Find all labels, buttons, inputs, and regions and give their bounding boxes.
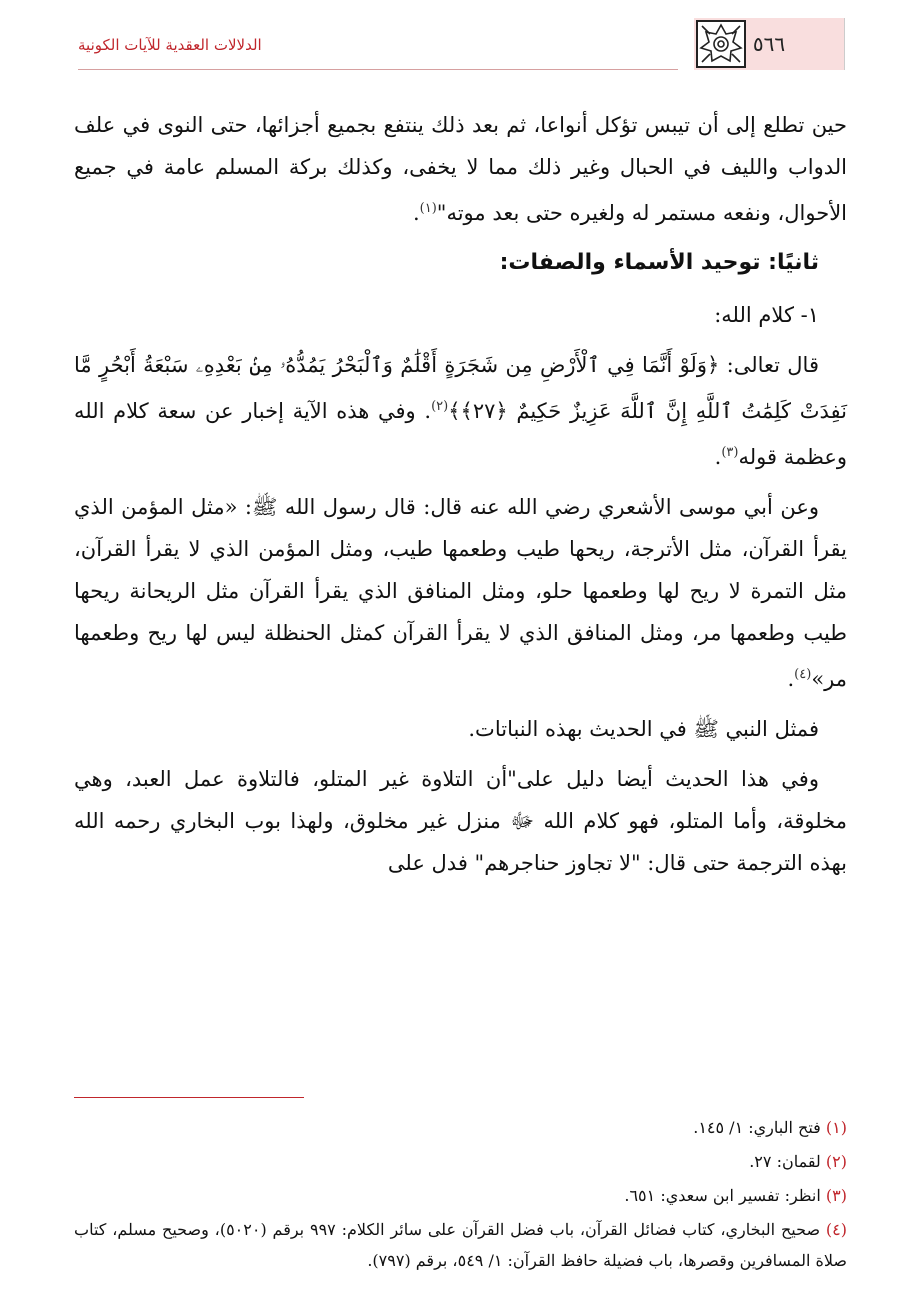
subheading-kalam-allah: ١- كلام الله: [714,303,819,327]
paragraph-2-after: . وفي هذه الآية إخبار عن سعة كلام الله وعظمة قوله [74,399,847,469]
paragraph-1 [74,104,847,234]
paragraph-1-text: حين تطلع إلى أن تيبس تؤكل أنواعا، ثم بعد ذلك ينتفع بجميع أجزائها، حتى النوى في علف الدواب والليف في الحبال وغير ذلك مما لا يخفى، وكذلك بركة المسلم عامة في جميع الأحوال، ونفعه مستمر له ولغيره حتى بعد موته" [74,113,847,225]
footnote-number: (٢) [825,1152,847,1171]
footnote-item [74,1180,847,1211]
footnote-number: (٤) [825,1220,847,1239]
footnote-text: صحيح البخاري، كتاب فضائل القرآن، باب فضل القرآن على سائر الكلام: ٩٩٧ برقم (٥٠٢٠)، وصحيح مسلم، كتاب صلاة المسافرين وقصرها، باب فضيلة حافظ القرآن: ١/ ٥٤٩، برقم (٧٩٧). [74,1220,847,1270]
page-header [0,0,921,78]
footnote-text: انظر: تفسير ابن سعدي: ٦٥١. [624,1186,821,1205]
footnote-item [74,1146,847,1177]
header-divider [78,69,678,70]
star-ornament-icon [696,20,746,68]
footnote-ref-4[interactable]: (٤) [794,667,812,682]
footnote-divider [74,1097,304,1098]
footnote-text: لقمان: ٢٧. [749,1152,821,1171]
footnote-ref-3[interactable]: (٣) [721,445,739,460]
page-number: ٥٦٦ [752,32,786,56]
hadith-text: وعن أبي موسى الأشعري رضي الله عنه قال: قال رسول الله ﷺ: «مثل المؤمن الذي يقرأ القرآن، مثل الأترجة، ريحها طيب وطعمها طيب، ومثل المؤمن الذي لا يقرأ القرآن، مثل التمرة لا ريح لها وطعمها حلو، ومثل المنافق الذي يقرأ القرآن مثل الريحانة ريحها طيب وطعمها مر، ومثل المنافق الذي لا يقرأ القرآن كمثل الحنظلة ليس لها ريح وطعمها مر» [74,495,848,691]
paragraph-2-end: . [714,445,722,469]
footnote-item [74,1112,847,1143]
quran-verse: ﴿وَلَوْ أَنَّمَا فِي ٱلْأَرْضِ مِن شَجَرَةٍ أَقْلَٰمٌ وَٱلْبَحْرُ يَمُدُّهُۥ مِنۢ بَعْدِهِۦ سَبْعَةُ أَبْحُرٍ مَّا نَفِدَتْ كَلِمَٰتُ ٱللَّهِ إِنَّ ٱللَّهَ عَزِيزٌ حَكِيمٌ ﴿٢٧﴾﴾ [74,353,847,423]
footnote-ref-2[interactable]: (٢) [431,399,449,414]
paragraph-2-intro: قال تعالى: [719,353,819,377]
footnote-text: فتح الباري: ١/ ١٤٥. [693,1118,821,1137]
footnotes [74,1112,847,1279]
paragraph-3-end: . [787,667,795,691]
footnote-number: (٣) [825,1186,847,1205]
running-title: الدلالات العقدية للآيات الكونية [78,36,262,54]
section-heading: ثانيًا: توحيد الأسماء والصفات: [499,250,819,275]
footnote-ref-1[interactable]: (١) [419,201,437,216]
footnote-number: (١) [825,1118,847,1137]
paragraph-4: فمثل النبي ﷺ في الحديث بهذه النباتات. [468,717,819,741]
paragraph-5: وفي هذا الحديث أيضا دليل على"أن التلاوة غير المتلو، فالتلاوة عمل العبد، وهي مخلوقة، وأما المتلو، فهو كلام الله ﷻ منزل غير مخلوق، ولهذا بوب البخاري رحمه الله بهذه الترجمة حتى قال: "لا تجاوز حناجرهم" فدل على [74,767,847,875]
paragraph-1-end: . [412,201,420,225]
main-content [74,104,847,892]
paragraph-2 [74,344,847,478]
footnote-item [74,1214,847,1276]
paragraph-3 [74,486,847,700]
